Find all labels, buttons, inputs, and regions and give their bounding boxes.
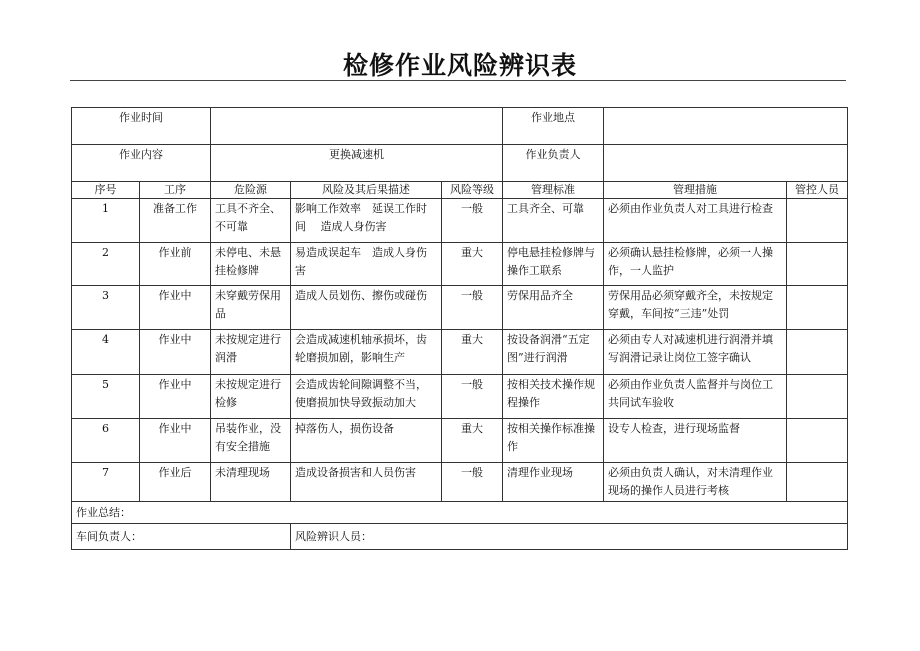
row-person[interactable]	[787, 375, 848, 419]
row-level: 重大	[442, 419, 503, 463]
info-row-time	[72, 108, 848, 145]
row-person[interactable]	[787, 243, 848, 286]
row-level: 重大	[442, 330, 503, 375]
row-measure: 必须由作业负责人对工具进行检查	[604, 199, 787, 243]
summary-row	[72, 502, 848, 524]
row-standard: 劳保用品齐全	[503, 286, 604, 330]
row-hazard: 未按规定进行检修	[211, 375, 291, 419]
table-row	[72, 463, 848, 502]
row-risk: 易造成误起车 造成人身伤害	[291, 243, 442, 286]
content-value[interactable]: 更换减速机	[211, 145, 503, 182]
row-hazard: 未按规定进行润滑	[211, 330, 291, 375]
header-process: 工序	[140, 182, 211, 199]
table-row	[72, 419, 848, 463]
leader-label: 作业负责人	[503, 145, 604, 182]
row-risk: 掉落伤人，损伤设备	[291, 419, 442, 463]
row-hazard: 吊装作业，没有安全措施	[211, 419, 291, 463]
row-standard: 按相关技术操作规程操作	[503, 375, 604, 419]
row-measure: 劳保用品必须穿戴齐全，未按规定穿戴，车间按“三违”处罚	[604, 286, 787, 330]
row-level: 一般	[442, 286, 503, 330]
row-person[interactable]	[787, 419, 848, 463]
time-value[interactable]	[211, 108, 503, 145]
page-title: 检修作业风险辨识表	[342, 51, 577, 80]
row-no: 1	[72, 199, 140, 243]
row-hazard: 工具不齐全、不可靠	[211, 199, 291, 243]
table-row	[72, 286, 848, 330]
table-row	[72, 199, 848, 243]
row-no: 7	[72, 463, 140, 502]
row-standard: 工具齐全、可靠	[503, 199, 604, 243]
info-row-content	[72, 145, 848, 182]
table-row	[72, 330, 848, 375]
table-header-row	[72, 182, 848, 199]
row-person[interactable]	[787, 199, 848, 243]
row-process: 作业中	[140, 330, 211, 375]
row-measure: 设专人检查，进行现场监督	[604, 419, 787, 463]
row-measure: 必须确认悬挂检修牌，必须一人操作，一人监护	[604, 243, 787, 286]
row-risk: 会造成齿轮间隙调整不当，使磨损加快导致振动加大	[291, 375, 442, 419]
row-person[interactable]	[787, 286, 848, 330]
row-process: 准备工作	[140, 199, 211, 243]
row-standard: 清理作业现场	[503, 463, 604, 502]
row-hazard: 未穿戴劳保用品	[211, 286, 291, 330]
row-risk: 影响工作效率 延误工作时间 造成人身伤害	[291, 199, 442, 243]
header-measure: 管理措施	[604, 182, 787, 199]
place-value[interactable]	[604, 108, 848, 145]
header-risk: 风险及其后果描述	[291, 182, 442, 199]
risk-table	[71, 107, 848, 550]
row-standard: 停电悬挂检修牌与操作工联系	[503, 243, 604, 286]
row-level: 一般	[442, 375, 503, 419]
row-level: 重大	[442, 243, 503, 286]
row-hazard: 未停电、未悬挂检修牌	[211, 243, 291, 286]
header-no: 序号	[72, 182, 140, 199]
row-process: 作业中	[140, 419, 211, 463]
row-person[interactable]	[787, 330, 848, 375]
row-risk: 造成人员划伤、擦伤或碰伤	[291, 286, 442, 330]
row-process: 作业中	[140, 286, 211, 330]
workshop-leader-field[interactable]: 车间负责人：	[72, 524, 291, 550]
risk-identifier-field[interactable]: 风险辨识人员：	[291, 524, 848, 550]
summary-label[interactable]: 作业总结：	[72, 502, 848, 524]
table-row	[72, 375, 848, 419]
header-hazard: 危险源	[211, 182, 291, 199]
row-process: 作业前	[140, 243, 211, 286]
header-standard: 管理标准	[503, 182, 604, 199]
content-label: 作业内容	[72, 145, 211, 182]
row-no: 6	[72, 419, 140, 463]
row-hazard: 未清理现场	[211, 463, 291, 502]
row-no: 2	[72, 243, 140, 286]
leader-value[interactable]	[604, 145, 848, 182]
table-row	[72, 243, 848, 286]
title-underline	[70, 80, 846, 81]
row-level: 一般	[442, 463, 503, 502]
row-standard: 按设备润滑“五定图”进行润滑	[503, 330, 604, 375]
row-no: 4	[72, 330, 140, 375]
signature-row	[72, 524, 848, 550]
row-measure: 必须由负责人确认，对未清理作业现场的操作人员进行考核	[604, 463, 787, 502]
header-level: 风险等级	[442, 182, 503, 199]
row-risk: 会造成减速机轴承损坏，齿轮磨损加剧，影响生产	[291, 330, 442, 375]
time-label: 作业时间	[72, 108, 211, 145]
row-no: 3	[72, 286, 140, 330]
header-person: 管控人员	[787, 182, 848, 199]
row-person[interactable]	[787, 463, 848, 502]
row-measure: 必须由专人对减速机进行润滑并填写润滑记录让岗位工签字确认	[604, 330, 787, 375]
row-measure: 必须由作业负责人监督并与岗位工共同试车验收	[604, 375, 787, 419]
row-no: 5	[72, 375, 140, 419]
row-level: 一般	[442, 199, 503, 243]
row-risk: 造成设备损害和人员伤害	[291, 463, 442, 502]
row-process: 作业中	[140, 375, 211, 419]
row-process: 作业后	[140, 463, 211, 502]
row-standard: 按相关操作标准操作	[503, 419, 604, 463]
place-label: 作业地点	[503, 108, 604, 145]
